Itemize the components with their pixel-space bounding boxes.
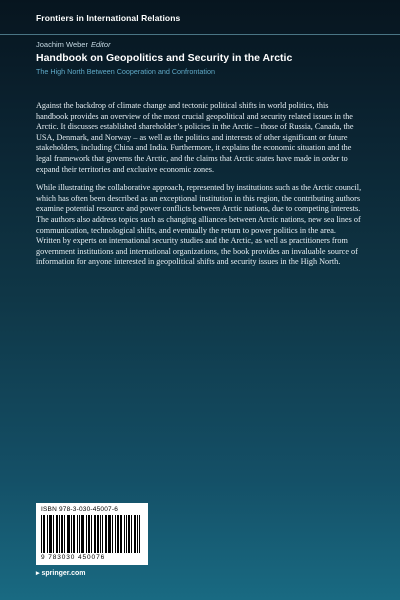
barcode-bar xyxy=(67,515,68,553)
barcode-bar xyxy=(100,515,101,553)
barcode-bar xyxy=(109,515,110,553)
barcode-panel xyxy=(36,503,148,565)
blurb-paragraph-1: Against the backdrop of climate change and tectonic political shifts in world politics, this handbook provides an overview of the most crucial geopolitical and security related issues in the Arctic. It discusses established shareholder’s policies in the Arctic – those of Russia, Canada, the USA, Denmark, and Norway – as well as the politics and interests of other significant or future stakeholders, including China and India. Furthermore, it explains the economic situation and the legal framework that governs the Arctic, and the claims that Arctic states have made in order to expand their territories and exclusive economic zones. xyxy=(36,101,354,174)
barcode-bar xyxy=(129,515,130,553)
barcode-bar xyxy=(68,515,69,553)
barcode-bar xyxy=(135,515,136,553)
barcode-bar xyxy=(95,515,96,553)
barcode-bar xyxy=(89,515,90,553)
barcode-bar xyxy=(112,515,113,553)
barcode-bar xyxy=(47,515,48,553)
series-name: Frontiers in International Relations xyxy=(36,13,181,23)
editor-role: Editor xyxy=(90,40,111,49)
barcode-bar xyxy=(59,515,60,553)
barcode-bar xyxy=(137,515,138,553)
barcode-bar xyxy=(73,515,74,553)
barcode-bar xyxy=(124,515,125,553)
website-label: springer.com xyxy=(41,570,86,577)
barcode-bar xyxy=(57,515,58,553)
barcode-bar xyxy=(83,515,84,553)
barcode-bar xyxy=(121,515,122,553)
barcode-bar xyxy=(108,515,109,553)
book-title: Handbook on Geopolitics and Security in the Arctic xyxy=(36,52,293,64)
barcode-bar xyxy=(98,515,99,553)
barcode-bar xyxy=(53,515,54,553)
barcode-bar xyxy=(69,515,70,553)
barcode-bar xyxy=(51,515,52,553)
barcode-bar xyxy=(81,515,82,553)
barcode-number: 9 783030 450076 xyxy=(41,554,106,561)
editor-name: Joachim Weber xyxy=(36,40,88,49)
barcode-bar xyxy=(61,515,62,553)
divider xyxy=(0,34,400,35)
barcode-bar xyxy=(94,515,95,553)
barcode-image xyxy=(41,515,143,553)
barcode-bar xyxy=(105,515,106,553)
barcode-bar xyxy=(49,515,50,553)
barcode-bar xyxy=(115,515,116,553)
barcode-bar xyxy=(97,515,98,553)
barcode-bar xyxy=(43,515,44,553)
barcode-bar xyxy=(56,515,57,553)
isbn-label: ISBN 978-3-030-45007-6 xyxy=(41,506,119,513)
arrow-right-icon: ▸ xyxy=(36,570,40,577)
barcode-bar xyxy=(41,515,42,553)
barcode-bar xyxy=(44,515,45,553)
barcode-bar xyxy=(139,515,140,553)
barcode-bar xyxy=(128,515,129,553)
book-subtitle: The High North Between Cooperation and Confrontation xyxy=(36,67,215,76)
barcode-bar xyxy=(82,515,83,553)
publisher-website xyxy=(36,569,85,577)
barcode-bar xyxy=(79,515,80,553)
barcode-bar xyxy=(117,515,118,553)
barcode-bar xyxy=(74,515,75,553)
barcode-bar xyxy=(77,515,78,553)
barcode-bar xyxy=(110,515,111,553)
barcode-bar xyxy=(102,515,103,553)
barcode-bar xyxy=(64,515,65,553)
barcode-bar xyxy=(91,515,92,553)
barcode-bar xyxy=(88,515,89,553)
barcode-bar xyxy=(106,515,107,553)
barcode-bar xyxy=(118,515,119,553)
blurb xyxy=(36,101,362,276)
barcode-bar xyxy=(131,515,132,553)
barcode-bar xyxy=(120,515,121,553)
barcode-bar xyxy=(71,515,72,553)
barcode-bar xyxy=(86,515,87,553)
blurb-paragraph-2: While illustrating the collaborative approach, represented by institutions such as the Arctic council, which has often been described as an exceptional institution in this region, the contributing authors examine potential resource and power conflicts between Arctic nations, due to competing interests. The authors also address topics such as changing alliances between Arctic nations, new sea lines of communication, technological shifts, and eventually the return to power politics in the area. Written by experts on international security studies and the Arctic, as well as practitioners from government institutions and international organizations, the book provides an invaluable source of information for anyone interested in geopolitical shifts and security issues in the High North. xyxy=(36,183,362,267)
barcode-bar xyxy=(62,515,63,553)
barcode-bar xyxy=(126,515,127,553)
editor-line xyxy=(36,40,111,49)
barcode-bar xyxy=(50,515,51,553)
barcode-bar xyxy=(134,515,135,553)
